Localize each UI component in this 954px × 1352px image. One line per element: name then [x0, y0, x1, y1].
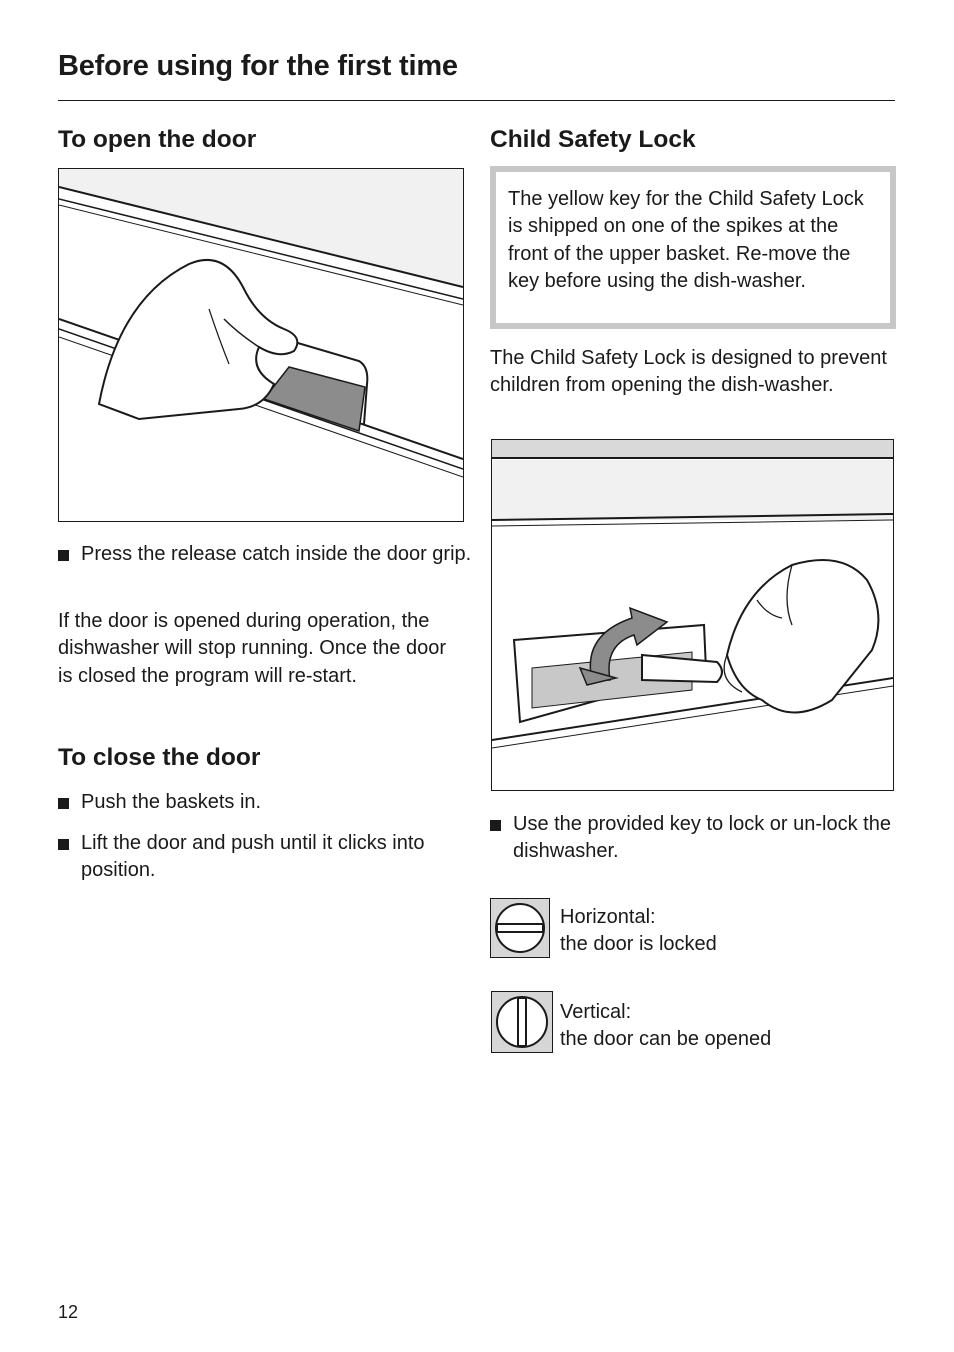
hand-opening-door-grip-icon [59, 169, 463, 521]
list-item-text: Lift the door and push until it clicks into position. [81, 832, 425, 882]
lock-horizontal-label [560, 904, 890, 959]
child-lock-note-box [490, 166, 896, 329]
position-description: the door is locked [560, 933, 717, 956]
bullet-square-icon [490, 820, 501, 831]
position-description: the door can be opened [560, 1028, 772, 1051]
list-item [58, 830, 481, 885]
lock-horizontal-icon [490, 898, 550, 958]
lock-vertical-icon [491, 991, 553, 1053]
child-lock-paragraph: The Child Safety Lock is designed to prevent children from opening the dish-washer. [490, 347, 887, 397]
bullet-square-icon [58, 798, 69, 809]
list-item [490, 811, 913, 866]
hand-turning-key-icon [492, 440, 893, 790]
list-item-text: Use the provided key to lock or un-lock the dishwasher. [513, 813, 891, 863]
close-door-heading: To close the door [58, 744, 261, 771]
door-open-paragraph: If the door is opened during operation, the dishwasher will stop running. Once the door is closed the program will re-start. [58, 610, 446, 687]
page-number: 12 [58, 1302, 79, 1322]
child-lock-illustration [491, 439, 894, 791]
position-label: Horizontal: [560, 906, 656, 928]
title-divider [58, 100, 895, 101]
list-item [58, 541, 481, 568]
position-label: Vertical: [560, 1001, 632, 1023]
lock-vertical-label [560, 999, 890, 1054]
open-door-illustration [58, 168, 464, 522]
child-lock-note-text: The yellow key for the Child Safety Lock is shipped on one of the spikes at the front of the upper basket. Re-move the key before using the dish-washer. [496, 172, 890, 323]
bullet-square-icon [58, 550, 69, 561]
page-title: Before using for the first time [58, 50, 458, 82]
open-door-heading: To open the door [58, 126, 257, 153]
list-item-text: Press the release catch inside the door grip. [81, 543, 472, 565]
child-lock-heading: Child Safety Lock [490, 126, 696, 153]
list-item [58, 789, 481, 816]
bullet-square-icon [58, 839, 69, 850]
list-item-text: Push the baskets in. [81, 791, 262, 813]
